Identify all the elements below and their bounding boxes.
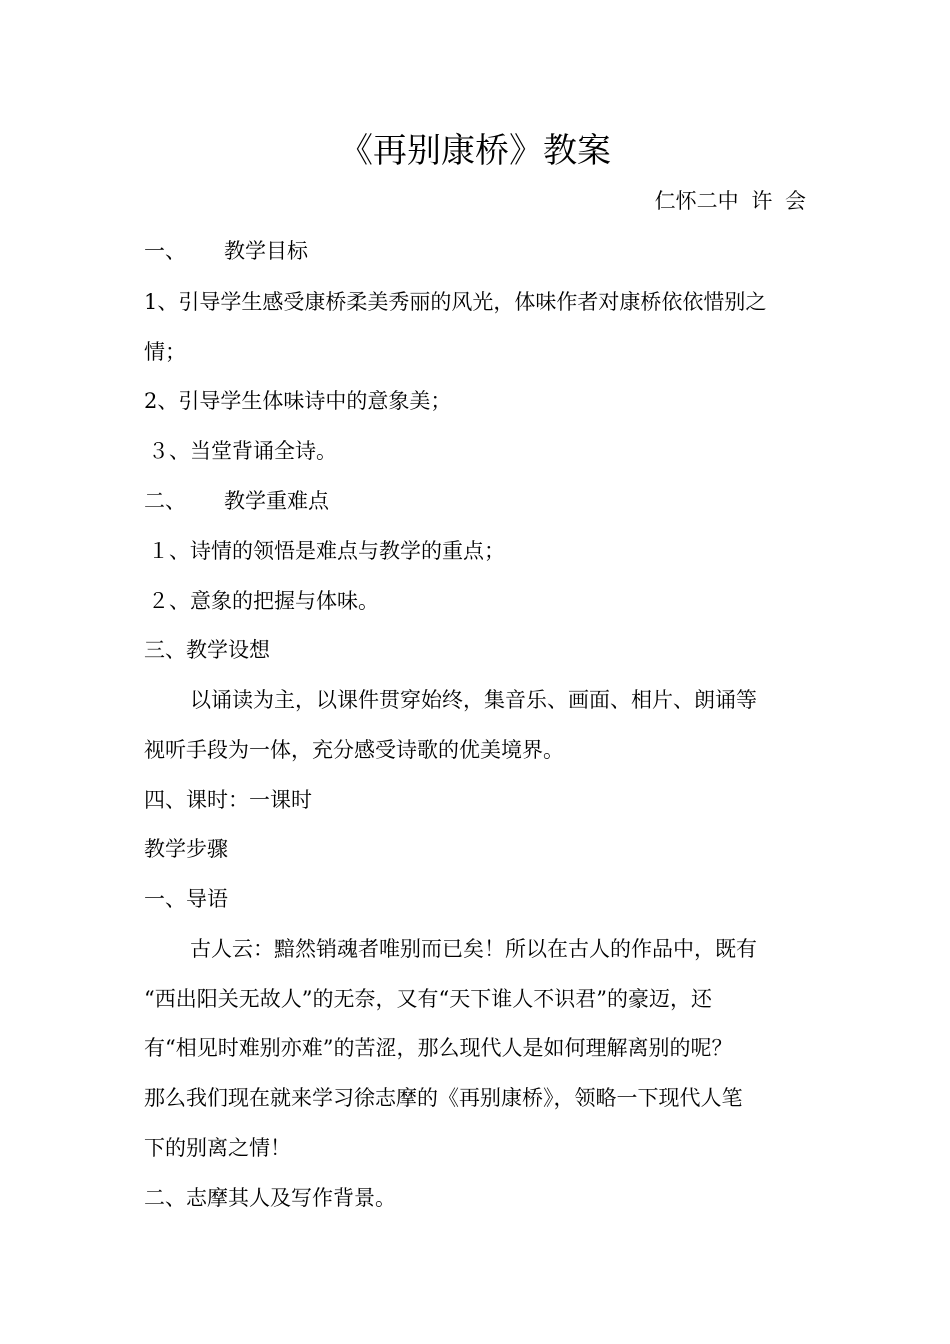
paragraph-line: 视听手段为一体，充分感受诗歌的优美境界。 [144, 738, 564, 762]
section-heading-key-points [144, 486, 806, 516]
paragraph-line: 古人云：黯然销魂者唯别而已矣！所以在古人的作品中，既有 [190, 937, 757, 961]
text-line: ２、意象的把握与体味。 [148, 589, 379, 613]
text-line: 1、引导学生感受康桥柔美秀丽的风光，体味作者对康桥依依惜别之 [144, 290, 767, 314]
text-line: １、诗情的领悟是难点与教学的重点； [148, 539, 505, 563]
steps-heading: 教学步骤 [144, 837, 228, 861]
text-line: 情； [144, 340, 186, 364]
document-title: 《再别康桥》教案 [339, 131, 611, 171]
author-line: 仁怀二中 许 会 [654, 189, 806, 213]
paragraph-line: 有“相见时难别亦难”的苦涩，那么现代人是如何理解离别的呢？ [144, 1036, 733, 1060]
section-heading-design: 三、教学设想 [144, 638, 270, 662]
section-heading-intro: 一、导语 [144, 887, 228, 911]
paragraph-line: 下的别离之情！ [144, 1136, 291, 1160]
section-title: 教学目标 [224, 239, 308, 263]
section-title: 教学重难点 [224, 489, 329, 513]
paragraph-line: 那么我们现在就来学习徐志摩的《再别康桥》，领略一下现代人笔 [144, 1086, 743, 1110]
paragraph-line: “西出阳关无故人”的无奈，又有“天下谁人不识君”的豪迈，还 [144, 987, 712, 1011]
text-line: ３、当堂背诵全诗。 [148, 439, 337, 463]
section-number: 二、 [144, 489, 186, 513]
section-heading-background: 二、志摩其人及写作背景。 [144, 1186, 396, 1210]
paragraph-line: 以诵读为主，以课件贯穿始终，集音乐、画面、相片、朗诵等 [190, 688, 757, 712]
section-heading-objectives [144, 236, 806, 266]
section-heading-periods: 四、课时：一课时 [144, 788, 312, 812]
section-number: 一、 [144, 239, 186, 263]
text-line: 2、引导学生体味诗中的意象美； [144, 389, 452, 413]
